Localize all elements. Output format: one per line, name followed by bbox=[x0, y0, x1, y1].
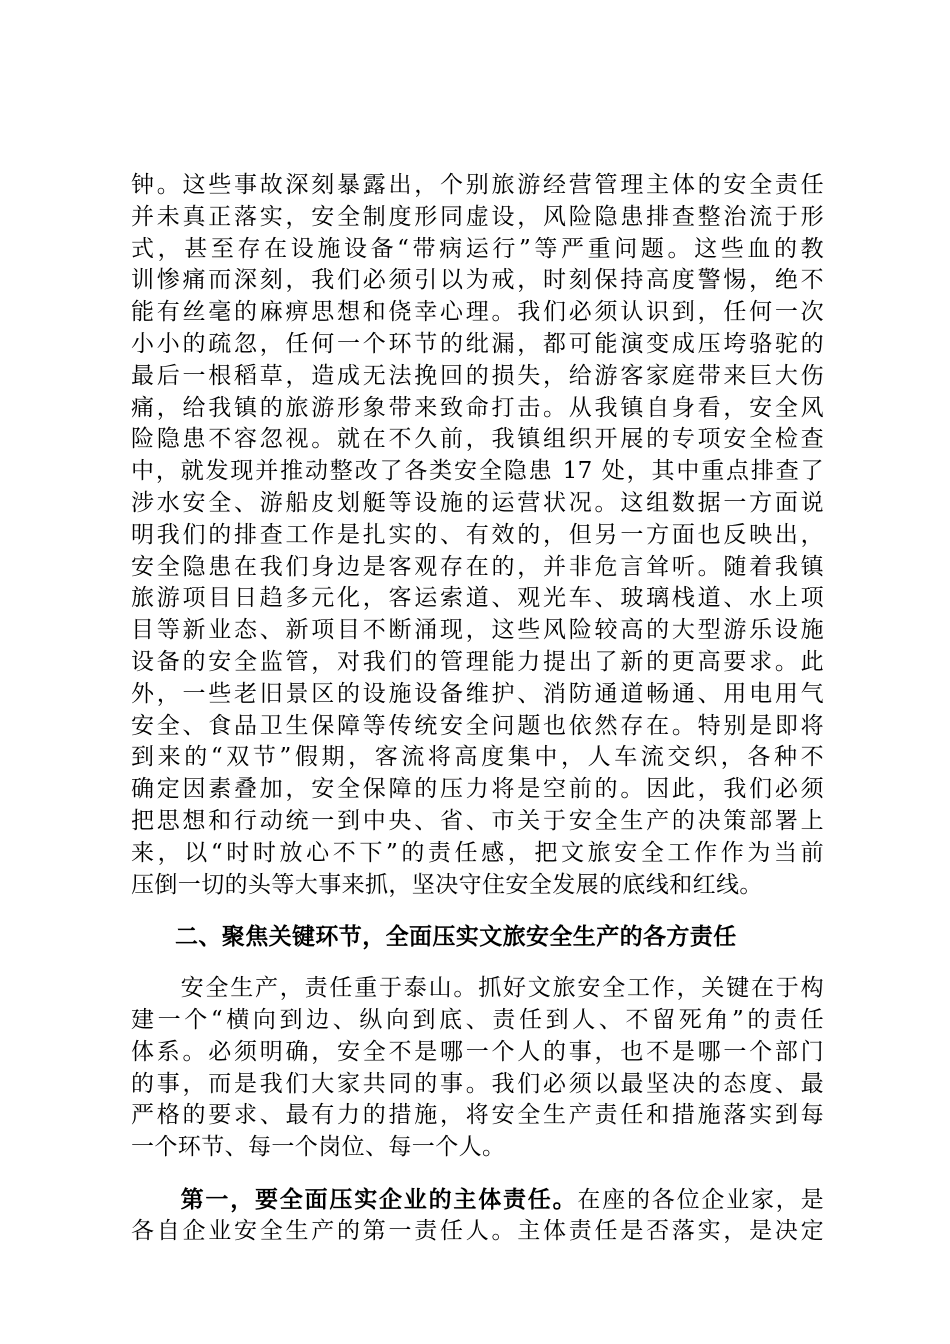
paragraph-1 bbox=[131, 170, 824, 901]
text-line bbox=[131, 1184, 824, 1216]
text-line: 训惨痛而深刻，我们必须引以为戒，时刻保持高度警惕，绝不 bbox=[131, 267, 824, 294]
text-line: 把思想和行动统一到中央、省、市关于安全生产的决策部署上 bbox=[131, 807, 824, 834]
lead-line-rest: 在座的各位企业家，是 bbox=[577, 1186, 825, 1213]
text-line: 一个环节、每一个岗位、每一个人。 bbox=[131, 1134, 506, 1161]
bold-lead-text: 第一，要全面压实企业的主体责任。 bbox=[180, 1185, 578, 1213]
paragraph-3 bbox=[131, 1184, 824, 1248]
text-line: 到来的“双节”假期，客流将高度集中，人车流交织，各种不 bbox=[131, 744, 824, 771]
paragraph-spacer bbox=[131, 1164, 824, 1184]
text-line: 建一个“横向到边、纵向到底、责任到人、不留死角”的责任 bbox=[131, 1006, 824, 1033]
text-line: 能有丝毫的麻痹思想和侥幸心理。我们必须认识到，任何一次 bbox=[131, 299, 824, 326]
text-line: 险隐患不容忽视。就在不久前，我镇组织开展的专项安全检查 bbox=[131, 426, 824, 453]
text-line: 痛，给我镇的旅游形象带来致命打击。从我镇自身看，安全风 bbox=[131, 394, 824, 421]
text-line: 明我们的排查工作是扎实的、有效的，但另一方面也反映出， bbox=[131, 521, 824, 548]
section-heading: 二、聚焦关键环节，全面压实文旅安全生产的各方责任 bbox=[175, 923, 737, 951]
text-line: 旅游项目日趋多元化，客运索道、观光车、玻璃栈道、水上项 bbox=[131, 585, 824, 612]
text-line: 式，甚至存在设施设备“带病运行”等严重问题。这些血的教 bbox=[131, 235, 824, 262]
text-line: 体系。必须明确，安全不是哪一个人的事，也不是哪一个部门 bbox=[131, 1038, 824, 1065]
text-line: 目等新业态、新项目不断涌现，这些风险较高的大型游乐设施 bbox=[131, 617, 824, 644]
text-line: 钟。这些事故深刻暴露出，个别旅游经营管理主体的安全责任 bbox=[131, 172, 824, 198]
paragraph-2 bbox=[131, 973, 824, 1164]
text-line: 最后一根稻草，造成无法挽回的损失，给游客家庭带来巨大伤 bbox=[131, 362, 824, 389]
paragraph-spacer bbox=[131, 901, 824, 921]
text-line: 确定因素叠加，安全保障的压力将是空前的。因此，我们必须 bbox=[131, 776, 824, 803]
text-line: 涉水安全、游船皮划艇等设施的运营状况。这组数据一方面说 bbox=[131, 489, 824, 516]
text-line: 小小的疏忽，任何一个环节的纰漏，都可能演变成压垮骆驼的 bbox=[131, 330, 824, 357]
text-line: 来，以“时时放心不下”的责任感，把文旅安全工作作为当前 bbox=[131, 839, 824, 866]
text-line: 严格的要求、最有力的措施，将安全生产责任和措施落实到每 bbox=[131, 1102, 824, 1129]
text-line: 安全、食品卫生保障等传统安全问题也依然存在。特别是即将 bbox=[131, 712, 824, 739]
text-line: 的事，而是我们大家共同的事。我们必须以最坚决的态度、最 bbox=[131, 1070, 824, 1097]
text-line: 压倒一切的头等大事来抓，坚决守住安全发展的底线和红线。 bbox=[131, 871, 763, 898]
document-body bbox=[131, 170, 824, 1248]
paragraph-spacer bbox=[131, 953, 824, 973]
text-line: 外，一些老旧景区的设施设备维护、消防通道畅通、用电用气 bbox=[131, 680, 824, 707]
text-line: 安全隐患在我们身边是客观存在的，并非危言耸听。随着我镇 bbox=[131, 553, 824, 580]
text-line: 并未真正落实，安全制度形同虚设，风险隐患排查整治流于形 bbox=[131, 203, 824, 230]
text-line: 安全生产，责任重于泰山。抓好文旅安全工作，关键在于构 bbox=[131, 975, 824, 1002]
text-line: 中，就发现并推动整改了各类安全隐患 17 处，其中重点排查了 bbox=[131, 458, 824, 485]
text-line: 各自企业安全生产的第一责任人。主体责任是否落实，是决定 bbox=[131, 1217, 824, 1244]
text-line: 设备的安全监管，对我们的管理能力提出了新的更高要求。此 bbox=[131, 648, 824, 675]
